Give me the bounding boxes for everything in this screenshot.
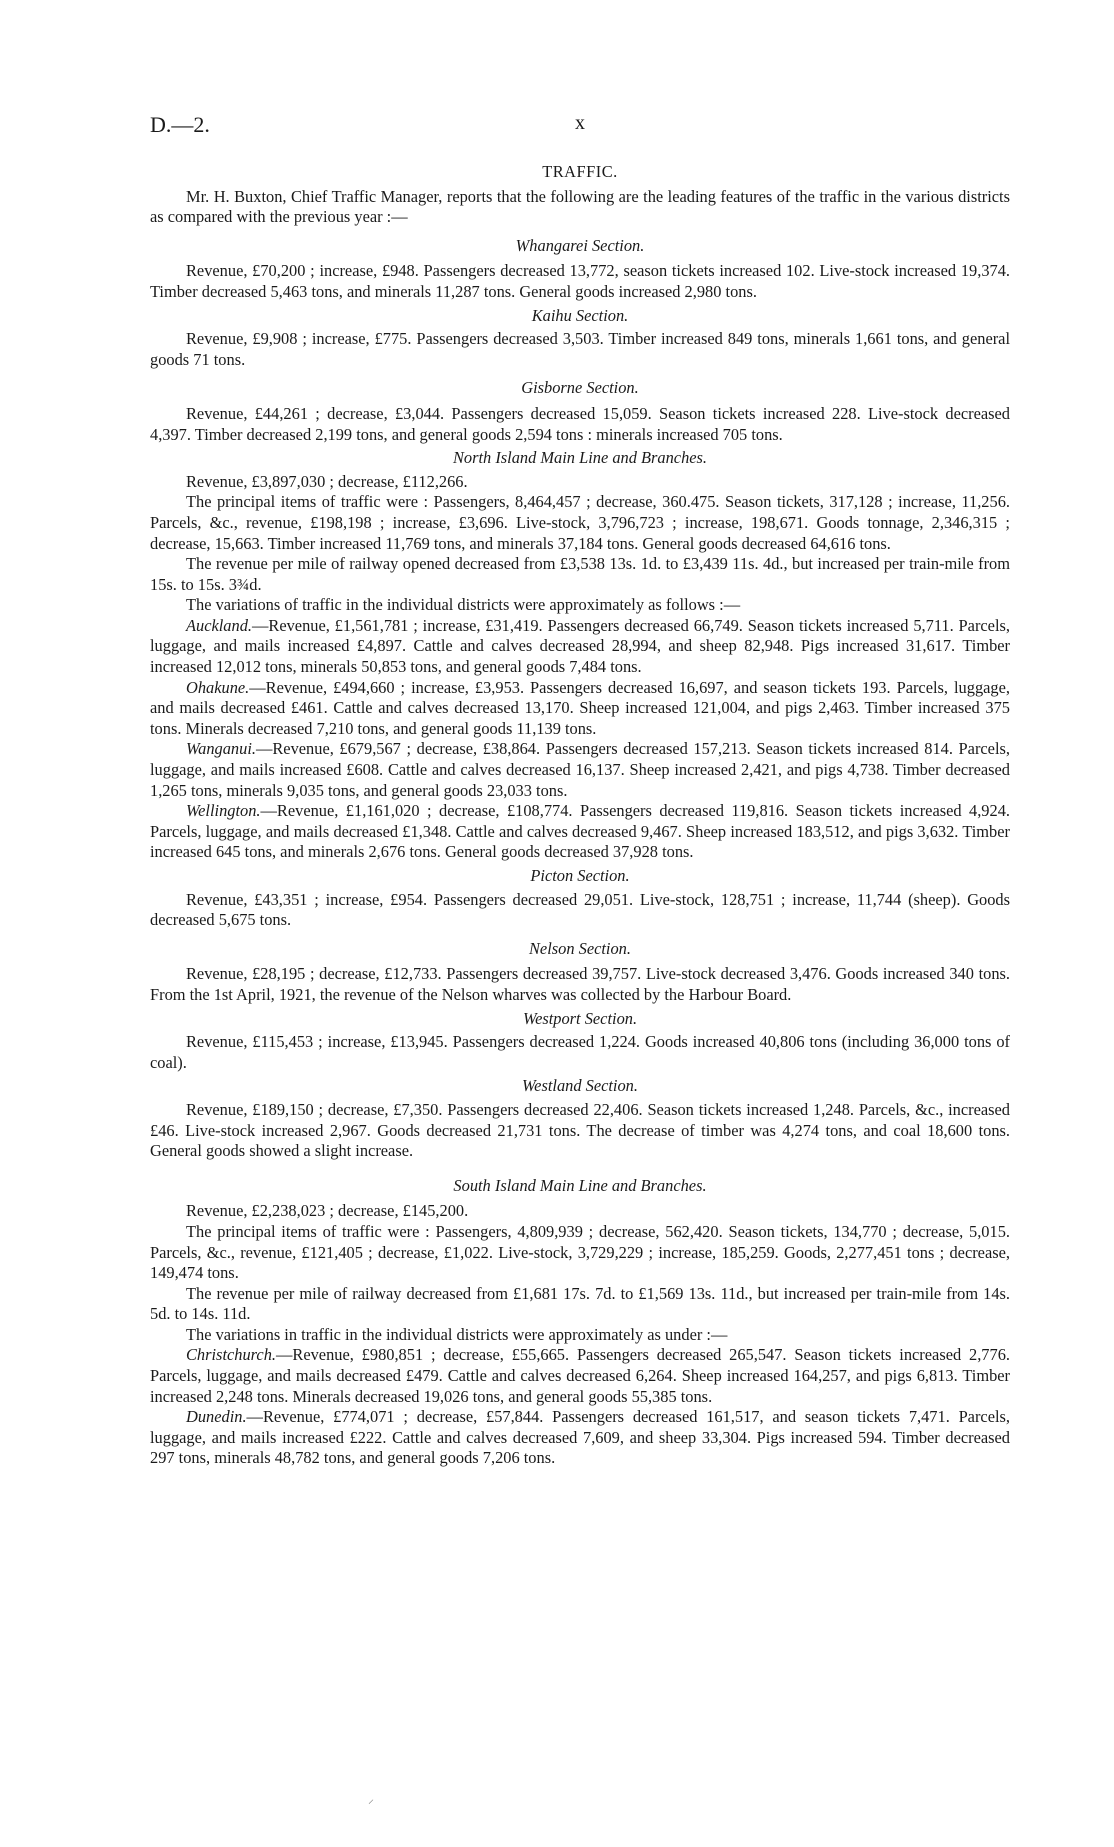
page-number: x bbox=[575, 112, 585, 134]
district-text-dunedin: —Revenue, £774,071 ; decrease, £57,844. Passengers decreased 161,517, and season tickets 7,471. Parcels, luggage, and mails increased £222. Cattle and calves decreased 7,609, and sheep 33,304. Pigs increased 594. Timber decreased 297 tons, minerals 48,782 tons, and general goods 7,206 tons. bbox=[150, 1407, 1010, 1468]
page-title: TRAFFIC. bbox=[542, 162, 618, 181]
district-name-wellington: Wellington. bbox=[186, 801, 261, 821]
section-heading-north-island: North Island Main Line and Branches. bbox=[452, 448, 708, 468]
document-reference: D.—2. bbox=[150, 112, 210, 137]
district-name-auckland: Auckland. bbox=[186, 615, 252, 635]
south-island-principal-items: The principal items of traffic were : Passengers, 4,809,939 ; decrease, 562,420. Season tickets, 134,770 ; decrease, 5,015. Parcels, &c., revenue, £121,405 ; decrease, £1,022. Live-stock, 3,729,229 ; increase, 185,259. Goods, 2,277,451 tons ; decrease, 149,474 tons. bbox=[150, 1221, 1010, 1283]
district-text-christchurch: —Revenue, £980,851 ; decrease, £55,665. Passengers decreased 265,547. Season tickets increased 2,776. Parcels, luggage, and mails decreased £479. Cattle and calves decreased 6,264. Sheep increased 164,257, and pigs 6,813. Timber increased 2,248 tons. Minerals decreased 19,026 tons, and general goods 55,385 tons. bbox=[150, 1345, 1010, 1406]
district-text-wellington: —Revenue, £1,161,020 ; decrease, £108,774. Passengers decreased 119,816. Season tickets increased 4,924. Parcels, luggage, and mails decreased £1,348. Cattle and calves decreased 9,467. Sheep increased 183,512, and pigs 3,632. Timber increased 645 tons, and minerals 2,676 tons. General goods decreased 37,928 tons. bbox=[150, 801, 1010, 862]
district-name-dunedin: Dunedin. bbox=[186, 1407, 247, 1427]
section-heading-westland: Westland Section. bbox=[522, 1076, 638, 1096]
north-island-revenue-per-mile: The revenue per mile of railway opened decreased from £3,538 13s. 1d. to £3,439 11s. 4d., but increased per train-mile from 15s. to 15s. 3¾d. bbox=[150, 554, 1010, 594]
district-auckland bbox=[150, 616, 1010, 678]
section-text-whangarei: Revenue, £70,200 ; increase, £948. Passengers decreased 13,772, season tickets increased 102. Live-stock increased 19,374. Timber decreased 5,463 tons, and minerals 11,287 tons. General goods increased 2,980 tons. bbox=[150, 261, 1010, 301]
section-heading-westport: Westport Section. bbox=[522, 1008, 638, 1028]
section-text-picton: Revenue, £43,351 ; increase, £954. Passengers decreased 29,051. Live-stock, 128,751 ; increase, 11,744 (sheep). Goods decreased 5,675 tons. bbox=[150, 889, 1010, 930]
section-text-nelson: Revenue, £28,195 ; decrease, £12,733. Passengers decreased 39,757. Live-stock decreased 3,476. Goods increased 340 tons. From the 1st April, 1921, the revenue of the Nelson wharves was collected by the Harbour Board. bbox=[150, 964, 1010, 1004]
section-text-kaihu: Revenue, £9,908 ; increase, £775. Passengers decreased 3,503. Timber increased 849 tons, minerals 1,661 tons, and general goods 71 tons. bbox=[150, 329, 1010, 369]
section-heading-whangarei: Whangarei Section. bbox=[515, 235, 645, 255]
district-text-wanganui: —Revenue, £679,567 ; decrease, £38,864. Passengers decreased 157,213. Season tickets increased 814. Parcels, luggage, and mails increased £608. Cattle and calves decreased 16,137. Sheep increased 2,421, and pigs 4,738. Timber decreased 1,265 tons, minerals 9,035 tons, and general goods 23,033 tons. bbox=[150, 739, 1010, 800]
district-name-christchurch: Christchurch. bbox=[186, 1345, 276, 1365]
district-ohakune bbox=[150, 678, 1010, 740]
section-heading-south-island: South Island Main Line and Branches. bbox=[453, 1175, 707, 1195]
section-heading-gisborne: Gisborne Section. bbox=[521, 378, 639, 398]
north-island-variations-intro: The variations of traffic in the individual districts were approximately as follows :— bbox=[186, 595, 741, 615]
district-christchurch bbox=[150, 1345, 1010, 1407]
section-heading-kaihu: Kaihu Section. bbox=[531, 305, 629, 325]
section-heading-picton: Picton Section. bbox=[530, 866, 630, 885]
district-name-wanganui: Wanganui. bbox=[186, 739, 256, 759]
district-text-auckland: —Revenue, £1,561,781 ; increase, £31,419. Passengers decreased 66,749. Season tickets increased 5,711. Parcels, luggage, and mails increased £4,897. Cattle and calves decreased 28,994, and sheep 82,948. Pigs increased 31,617. Timber increased 12,012 tons, minerals 50,853 tons, and general goods 7,484 tons. bbox=[150, 615, 1010, 677]
north-island-revenue: Revenue, £3,897,030 ; decrease, £112,266. bbox=[186, 471, 468, 491]
scan-mark: ⸝ bbox=[368, 1792, 375, 1806]
intro-paragraph: Mr. H. Buxton, Chief Traffic Manager, reports that the following are the leading features of the traffic in the various districts as compared with the previous year :— bbox=[150, 186, 1010, 227]
district-name-ohakune: Ohakune. bbox=[186, 677, 250, 697]
section-text-gisborne: Revenue, £44,261 ; decrease, £3,044. Passengers decreased 15,059. Season tickets increased 228. Live-stock decreased 4,397. Timber decreased 2,199 tons, and general goods 2,594 tons : minerals increased 705 tons. bbox=[150, 403, 1010, 444]
district-wanganui bbox=[150, 739, 1010, 801]
district-text-ohakune: —Revenue, £494,660 ; increase, £3,953. Passengers decreased 16,697, and season tickets 193. Parcels, luggage, and mails decreased £461. Cattle and calves decreased 13,170. Sheep increased 121,004, and pigs 2,463. Timber increased 375 tons. Minerals decreased 7,210 tons, and general goods 11,139 tons. bbox=[150, 677, 1010, 738]
south-island-revenue-per-mile: The revenue per mile of railway decreased from £1,681 17s. 7d. to £1,569 13s. 11d., but increased per train-mile from 14s. 5d. to 14s. 11d. bbox=[150, 1283, 1010, 1324]
south-island-variations-intro: The variations in traffic in the individual districts were approximately as under :— bbox=[186, 1324, 728, 1344]
district-dunedin bbox=[150, 1407, 1010, 1469]
district-wellington bbox=[150, 801, 1010, 863]
document-body bbox=[150, 162, 1010, 1469]
section-heading-nelson: Nelson Section. bbox=[529, 938, 631, 958]
north-island-principal-items: The principal items of traffic were : Passengers, 8,464,457 ; decrease, 360.475. Season tickets, 317,128 ; increase, 11,256. Parcels, &c., revenue, £198,198 ; increase, £3,696. Live-stock, 3,796,723 ; increase, 198,671. Goods tonnage, 2,346,315 ; decrease, 15,663. Timber increased 11,769 tons, and minerals 37,184 tons. General goods decreased 64,616 tons. bbox=[150, 492, 1010, 553]
section-text-westport: Revenue, £115,453 ; increase, £13,945. Passengers decreased 1,224. Goods increased 40,806 tons (including 36,000 tons of coal). bbox=[150, 1032, 1010, 1072]
south-island-revenue: Revenue, £2,238,023 ; decrease, £145,200. bbox=[186, 1201, 469, 1221]
section-text-westland: Revenue, £189,150 ; decrease, £7,350. Passengers decreased 22,406. Season tickets increased 1,248. Parcels, &c., increased £46. Live-stock increased 2,967. Goods decreased 21,731 tons. The decrease of timber was 4,274 tons, and coal 18,600 tons. General goods showed a slight increase. bbox=[150, 1099, 1010, 1161]
